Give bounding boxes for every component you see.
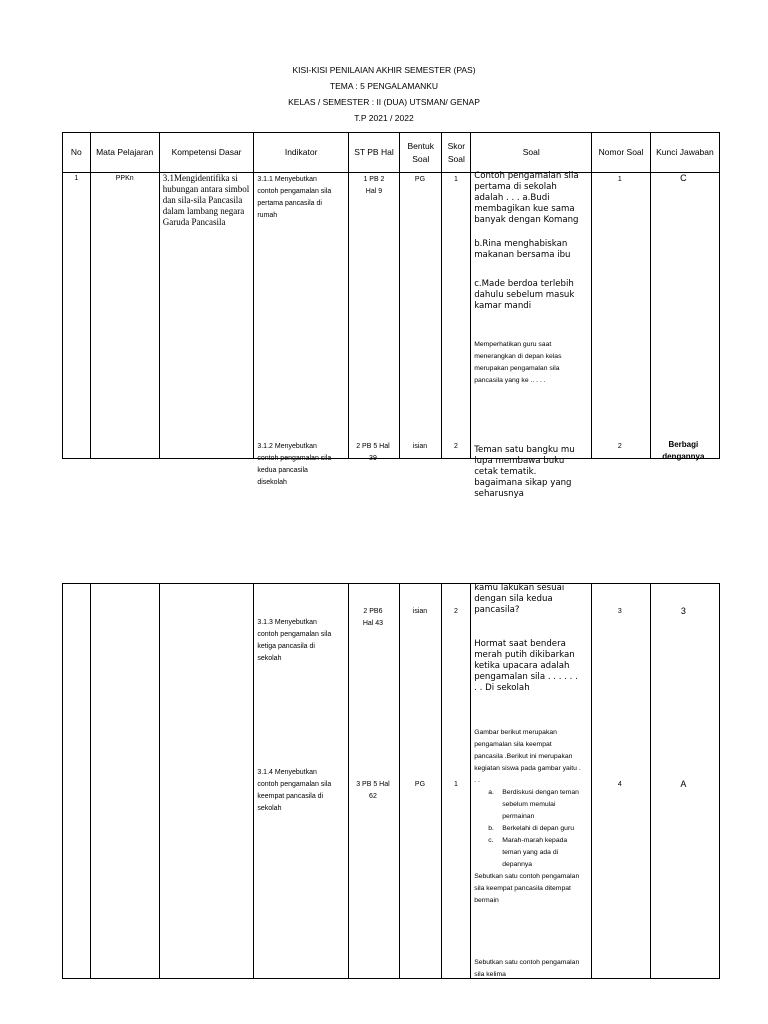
title-line-4: T.P 2021 / 2022 xyxy=(354,113,414,123)
cell-nomor xyxy=(592,584,650,979)
cell-mapel: PPKn xyxy=(90,173,159,459)
nomor-1: 1 xyxy=(617,176,622,183)
cell-kunci xyxy=(650,584,719,979)
cell-nomor xyxy=(592,173,650,459)
nomor-4: 4 xyxy=(617,781,622,788)
soal-4-options xyxy=(474,787,582,871)
soal-1-question: Contoh pengamalan sila pertama di sekolah adalah . . . a.Budi membagikan kue sama banyak dengan Komang xyxy=(474,171,579,225)
st-4: 3 PB 5 Hal 62 xyxy=(356,781,390,800)
col-header-skor: Skor Soal xyxy=(442,133,471,173)
indikator-4: 3.1.4 Menyebutkan contoh pengamalan sila keempat pancasila di sekolah xyxy=(257,769,332,812)
indikator-3: 3.1.3 Menyebutkan contoh pengamalan sila ketiga pancasila di sekolah xyxy=(257,619,332,662)
soal-3-question: Hormat saat bendera merah putih dikibarkan ketika upacara adalah pengamalan sila . . . . . . . . Di sekolah xyxy=(474,639,578,693)
cell-no: 1 xyxy=(63,173,91,459)
col-header-indikator: Indikator xyxy=(254,133,349,173)
bentuk-3: isian xyxy=(412,608,428,615)
col-header-st: ST PB Hal xyxy=(348,133,399,173)
kd-text: 3.1Mengidentifika si hubungan antara simbol dan sila-sila Pancasila dalam lambang negara Garuda Pancasila xyxy=(162,173,250,227)
soal-5-question: Sebutkan satu contoh pengamalan sila kelima xyxy=(474,959,580,978)
col-header-kd: Kompetensi Dasar xyxy=(159,133,254,173)
skor-2: 2 xyxy=(454,443,458,450)
bentuk-2: isian xyxy=(412,443,428,450)
col-header-soal: Soal xyxy=(471,133,592,173)
nomor-3: 3 xyxy=(617,608,622,615)
nomor-2: 2 xyxy=(617,443,622,450)
cell-mapel xyxy=(90,584,159,979)
bentuk-4: PG xyxy=(414,781,426,788)
table-header-row xyxy=(63,133,720,173)
cell-skor xyxy=(442,173,471,459)
indikator-2: 3.1.2 Menyebutkan contoh pengamalan sila kedua pancasila disekolah xyxy=(257,443,332,486)
kunci-1: C xyxy=(680,173,687,183)
col-header-no: No xyxy=(63,133,91,173)
cell-indikator xyxy=(254,173,349,486)
title-line-2: TEMA : 5 PENGALAMANKU xyxy=(329,81,439,91)
kisi-kisi-table-1 xyxy=(62,132,720,499)
soal-4-option: b. Berkelahi di depan guru xyxy=(488,825,574,832)
soal-4-option: c. Marah-marah kepada teman yang ada di depannya xyxy=(488,837,568,868)
kunci-4: A xyxy=(680,779,687,789)
kisi-kisi-table-2 xyxy=(62,583,720,979)
soal-4-extra: Sebutkan satu contoh pengamalan sila keempat pancasila ditempat bermain xyxy=(474,873,580,904)
cell-indikator xyxy=(254,584,349,979)
indikator-1: 3.1.1 Menyebutkan contoh pengamalan sila pertama pancasila di rumah xyxy=(257,176,332,219)
cell-st xyxy=(348,173,399,462)
cell-kd xyxy=(159,173,254,459)
soal-2-continuation: kamu lakukan sesuai dengan sila kedua pancasila? xyxy=(474,583,565,615)
cell-st xyxy=(348,584,399,979)
st-1: 1 PB 2 Hal 9 xyxy=(363,176,385,195)
title-line-1: KISI-KISI PENILAIAN AKHIR SEMESTER (PAS) xyxy=(292,65,476,75)
soal-1-option-c: c.Made berdoa terlebih dahulu sebelum masuk kamar mandi xyxy=(474,279,575,311)
cell-kunci xyxy=(650,173,719,459)
document-title-block xyxy=(0,62,768,126)
kunci-3: 3 xyxy=(680,606,686,616)
cell-skor xyxy=(442,584,471,979)
cell-soal xyxy=(471,171,592,499)
col-header-nomor: Nomor Soal xyxy=(592,133,650,173)
col-header-kunci: Kunci Jawaban xyxy=(650,133,719,173)
skor-4: 1 xyxy=(454,781,458,788)
soal-4-option: a. Berdiskusi dengan teman sebelum memulai permainan xyxy=(488,789,579,820)
st-3: 2 PB6 Hal 43 xyxy=(362,608,384,627)
bentuk-1: PG xyxy=(414,176,426,183)
soal-4-question xyxy=(474,727,582,907)
soal-4-intro: Gambar berikut merupakan pengamalan sila keempat pancasila .Berikut ini merupakan kegiatan siswa pada gambar yaitu . . . xyxy=(474,729,581,784)
cell-no xyxy=(63,584,91,979)
table-row xyxy=(63,584,720,979)
soal-1-option-b: b.Rina menghabiskan makanan bersama ibu xyxy=(474,239,571,260)
cell-bentuk xyxy=(399,173,442,459)
st-2: 2 PB 5 Hal 39 xyxy=(356,443,390,462)
soal-1-extra: Memperhatikan guru saat menerangkan di depan kelas merupakan pengamalan sila pancasila yang ke .. . . . xyxy=(474,341,562,384)
cell-kd xyxy=(159,584,254,979)
skor-3: 2 xyxy=(454,608,458,615)
cell-soal xyxy=(471,584,592,979)
kunci-2: Berbagi dengannya xyxy=(662,440,705,461)
cell-bentuk xyxy=(399,584,442,979)
skor-1: 1 xyxy=(454,176,458,183)
soal-2-question: Teman satu bangku mu lupa membawa buku cetak tematik. bagaimana sikap yang seharusnya xyxy=(474,445,575,499)
col-header-bentuk: Bentuk Soal xyxy=(399,133,442,173)
title-line-3: KELAS / SEMESTER : II (DUA) UTSMAN/ GENAP xyxy=(288,97,480,107)
col-header-mapel: Mata Pelajaran xyxy=(90,133,159,173)
table-row xyxy=(63,173,720,459)
